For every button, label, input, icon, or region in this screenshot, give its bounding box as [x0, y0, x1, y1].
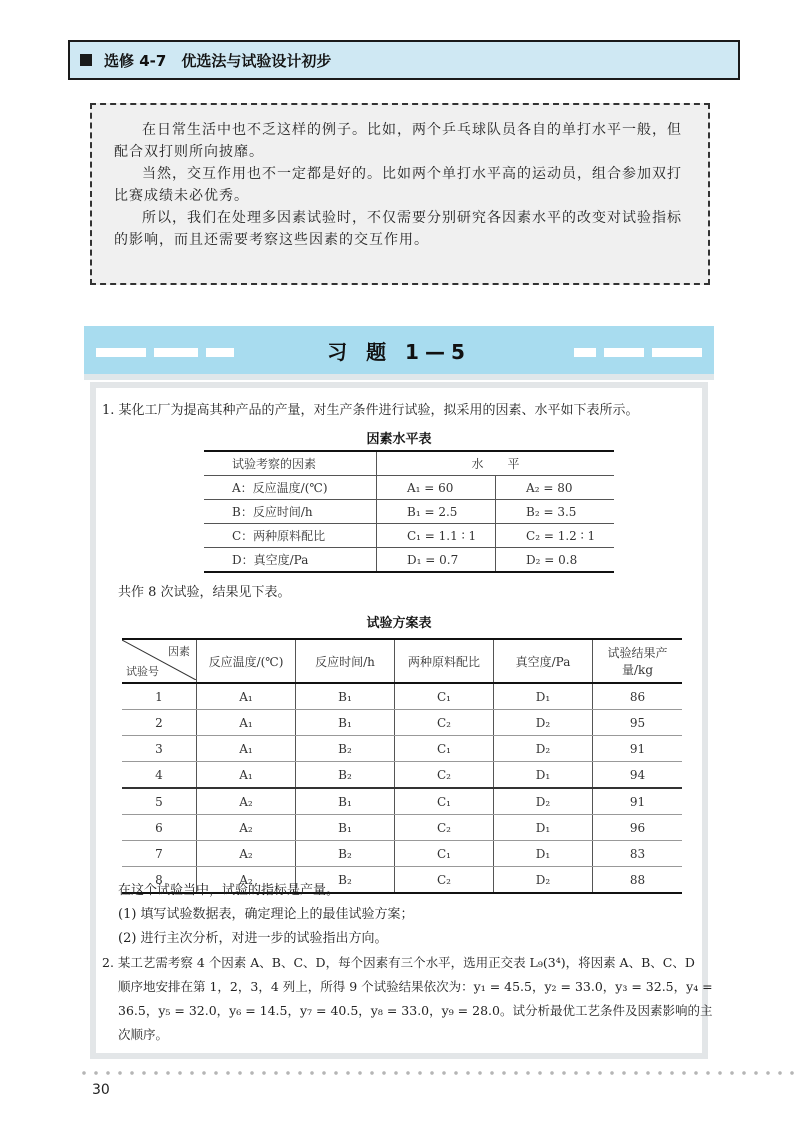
- table-cell: 91: [593, 788, 683, 815]
- table-row: [122, 841, 682, 867]
- table-cell: C₂: [395, 710, 494, 736]
- table-cell: A₁ = 60: [377, 476, 496, 500]
- table-cell: A：反应温度/(℃): [204, 476, 377, 500]
- table-cell: D₁ = 0.7: [377, 548, 496, 573]
- chapter-header: [68, 40, 740, 80]
- factor-table-caption: 因素水平表: [366, 432, 432, 447]
- body-line: (2) 进行主次分析，对进一步的试验指出方向。: [118, 931, 388, 946]
- table-row: [122, 788, 682, 815]
- table-cell: 7: [122, 841, 197, 867]
- table-cell: B₂: [296, 762, 395, 789]
- table-cell: 95: [593, 710, 683, 736]
- table-cell: B₂ = 3.5: [496, 500, 614, 524]
- table-cell: D₂: [494, 867, 593, 894]
- table-cell: B₁: [296, 683, 395, 710]
- table-cell: 1: [122, 683, 197, 710]
- table-header-row: [204, 451, 614, 476]
- table-cell: B₂: [296, 736, 395, 762]
- table-cell: 86: [593, 683, 683, 710]
- table-header: 反应温度/(℃): [197, 639, 296, 683]
- table-header: 反应时间/h: [296, 639, 395, 683]
- table-cell: 4: [122, 762, 197, 789]
- table-cell: D₂: [494, 710, 593, 736]
- table-cell: D₁: [494, 683, 593, 710]
- table-cell: A₁: [197, 762, 296, 789]
- table-header: 两种原料配比: [395, 639, 494, 683]
- table-cell: C₁: [395, 736, 494, 762]
- table-cell: B₁: [296, 815, 395, 841]
- table-cell: D₂ = 0.8: [496, 548, 614, 573]
- question-1-text: 1. 某化工厂为提高其种产品的产量，对生产条件进行试验，拟采用的因素、水平如下表所示。: [102, 403, 639, 418]
- corner-factor-label: 因素: [168, 645, 190, 658]
- table-cell: B₂: [296, 867, 395, 894]
- intro-paragraph: 所以，我们在处理多因素试验时，不仅需要分别研究各因素水平的改变对试验指标的影响，而且还需要考察这些因素的交互作用。: [114, 210, 682, 248]
- table-cell: A₂: [197, 815, 296, 841]
- table-cell: 8: [155, 872, 163, 887]
- after-factor-table-text: 共作 8 次试验，结果见下表。: [118, 585, 291, 600]
- diagonal-header-cell: [122, 639, 197, 683]
- footer-dotted-divider: [78, 1071, 800, 1075]
- question-2-line: 次顺序。: [118, 1027, 169, 1042]
- table-cell: C₁: [395, 841, 494, 867]
- table-cell: 91: [593, 736, 683, 762]
- chapter-title: 选修 4-7 优选法与试验设计初步: [104, 51, 332, 70]
- exercise-title: 习 题 1—5: [327, 340, 471, 364]
- table-row: [204, 524, 614, 548]
- table-cell: A₂: [197, 841, 296, 867]
- table-cell: B₂: [296, 841, 395, 867]
- table-cell: C₂: [395, 867, 494, 894]
- table-cell: B₁: [296, 710, 395, 736]
- table-cell: 83: [593, 841, 683, 867]
- table-header: 真空度/Pa: [494, 639, 593, 683]
- table-cell: B₁: [296, 788, 395, 815]
- table-cell: D₁: [494, 815, 593, 841]
- table-cell: A₂: [197, 788, 296, 815]
- table-cell: D₂: [494, 736, 593, 762]
- exercise-box: [96, 388, 713, 1053]
- table-cell: 94: [593, 762, 683, 789]
- table-cell: D₁: [494, 762, 593, 789]
- table-cell: A₁: [197, 683, 296, 710]
- exercise-banner: [84, 326, 714, 374]
- table-row: [122, 736, 682, 762]
- table-cell: A₁: [197, 736, 296, 762]
- table-cell: 88: [593, 867, 683, 894]
- table-row: [204, 500, 614, 524]
- trial-plan-table: [122, 638, 682, 894]
- table-cell: D₁: [494, 841, 593, 867]
- table-header: 试验考察的因素: [204, 451, 377, 476]
- body-line: 在这个试验当中，试验的指标是产量。: [118, 883, 340, 898]
- table-cell: D₂: [494, 788, 593, 815]
- table-cell: C₁: [395, 683, 494, 710]
- question-2-line: 36.5，y₅ = 32.0，y₆ = 14.5，y₇ = 40.5，y₈ = 33.0，y₉ = 28.0。试分析最优工艺条件及因素影响的主: [118, 1003, 713, 1018]
- table-header: 试验结果产量/kg: [593, 639, 683, 683]
- intro-paragraph: 在日常生活中也不乏这样的例子。比如，两个乒乓球队员各自的单打水平一般，但配合双打则所向披靡。: [114, 122, 682, 160]
- table-cell: 5: [122, 788, 197, 815]
- table-cell: A₂ = 80: [496, 476, 614, 500]
- table-cell: C₂ = 1.2 ∶ 1: [496, 524, 614, 548]
- banner-shadow: [84, 374, 714, 380]
- table-cell: C₁: [395, 788, 494, 815]
- table-cell: C：两种原料配比: [204, 524, 377, 548]
- table-cell: A₂: [197, 867, 296, 894]
- table-row: [122, 815, 682, 841]
- intro-paragraph: 当然，交互作用也不一定都是好的。比如两个单打水平高的运动员，组合参加双打比赛成绩未必优秀。: [114, 166, 682, 204]
- table-cell: D：真空度/Pa: [232, 553, 309, 567]
- table-header: 水 平: [377, 451, 615, 476]
- header-square-icon: [80, 54, 92, 66]
- table-cell: A₁: [197, 710, 296, 736]
- table-row: [122, 683, 682, 710]
- table-cell: 6: [122, 815, 197, 841]
- table-header-row: [122, 639, 682, 683]
- page-number: 30: [92, 1082, 110, 1098]
- question-2-line: 2. 某工艺需考察 4 个因素 A、B、C、D，每个因素有三个水平，选用正交表 L₉(3⁴)，将因素 A、B、C、D: [102, 955, 695, 970]
- table-cell: C₂: [395, 762, 494, 789]
- table-cell: B₁ = 2.5: [377, 500, 496, 524]
- table-row: [204, 476, 614, 500]
- table-cell: C₂: [395, 815, 494, 841]
- table-row: [122, 762, 682, 789]
- intro-textbox: [90, 103, 710, 285]
- corner-trial-label: 试验号: [126, 665, 159, 678]
- table-row: [122, 710, 682, 736]
- factor-level-table: [204, 450, 614, 573]
- plan-table-caption: 试验方案表: [366, 616, 432, 631]
- table-cell: 2: [122, 710, 197, 736]
- body-line: (1) 填写试验数据表，确定理论上的最佳试验方案；: [118, 907, 414, 922]
- table-row: [204, 548, 614, 573]
- table-cell: 96: [593, 815, 683, 841]
- table-cell: C₁ = 1.1 ∶ 1: [377, 524, 496, 548]
- table-cell: B：反应时间/h: [204, 500, 377, 524]
- question-2-line: 顺序地安排在第 1，2，3，4 列上，所得 9 个试验结果依次为：y₁ = 45.5，y₂ = 33.0，y₃ = 32.5，y₄ =: [118, 979, 713, 994]
- table-cell: 3: [122, 736, 197, 762]
